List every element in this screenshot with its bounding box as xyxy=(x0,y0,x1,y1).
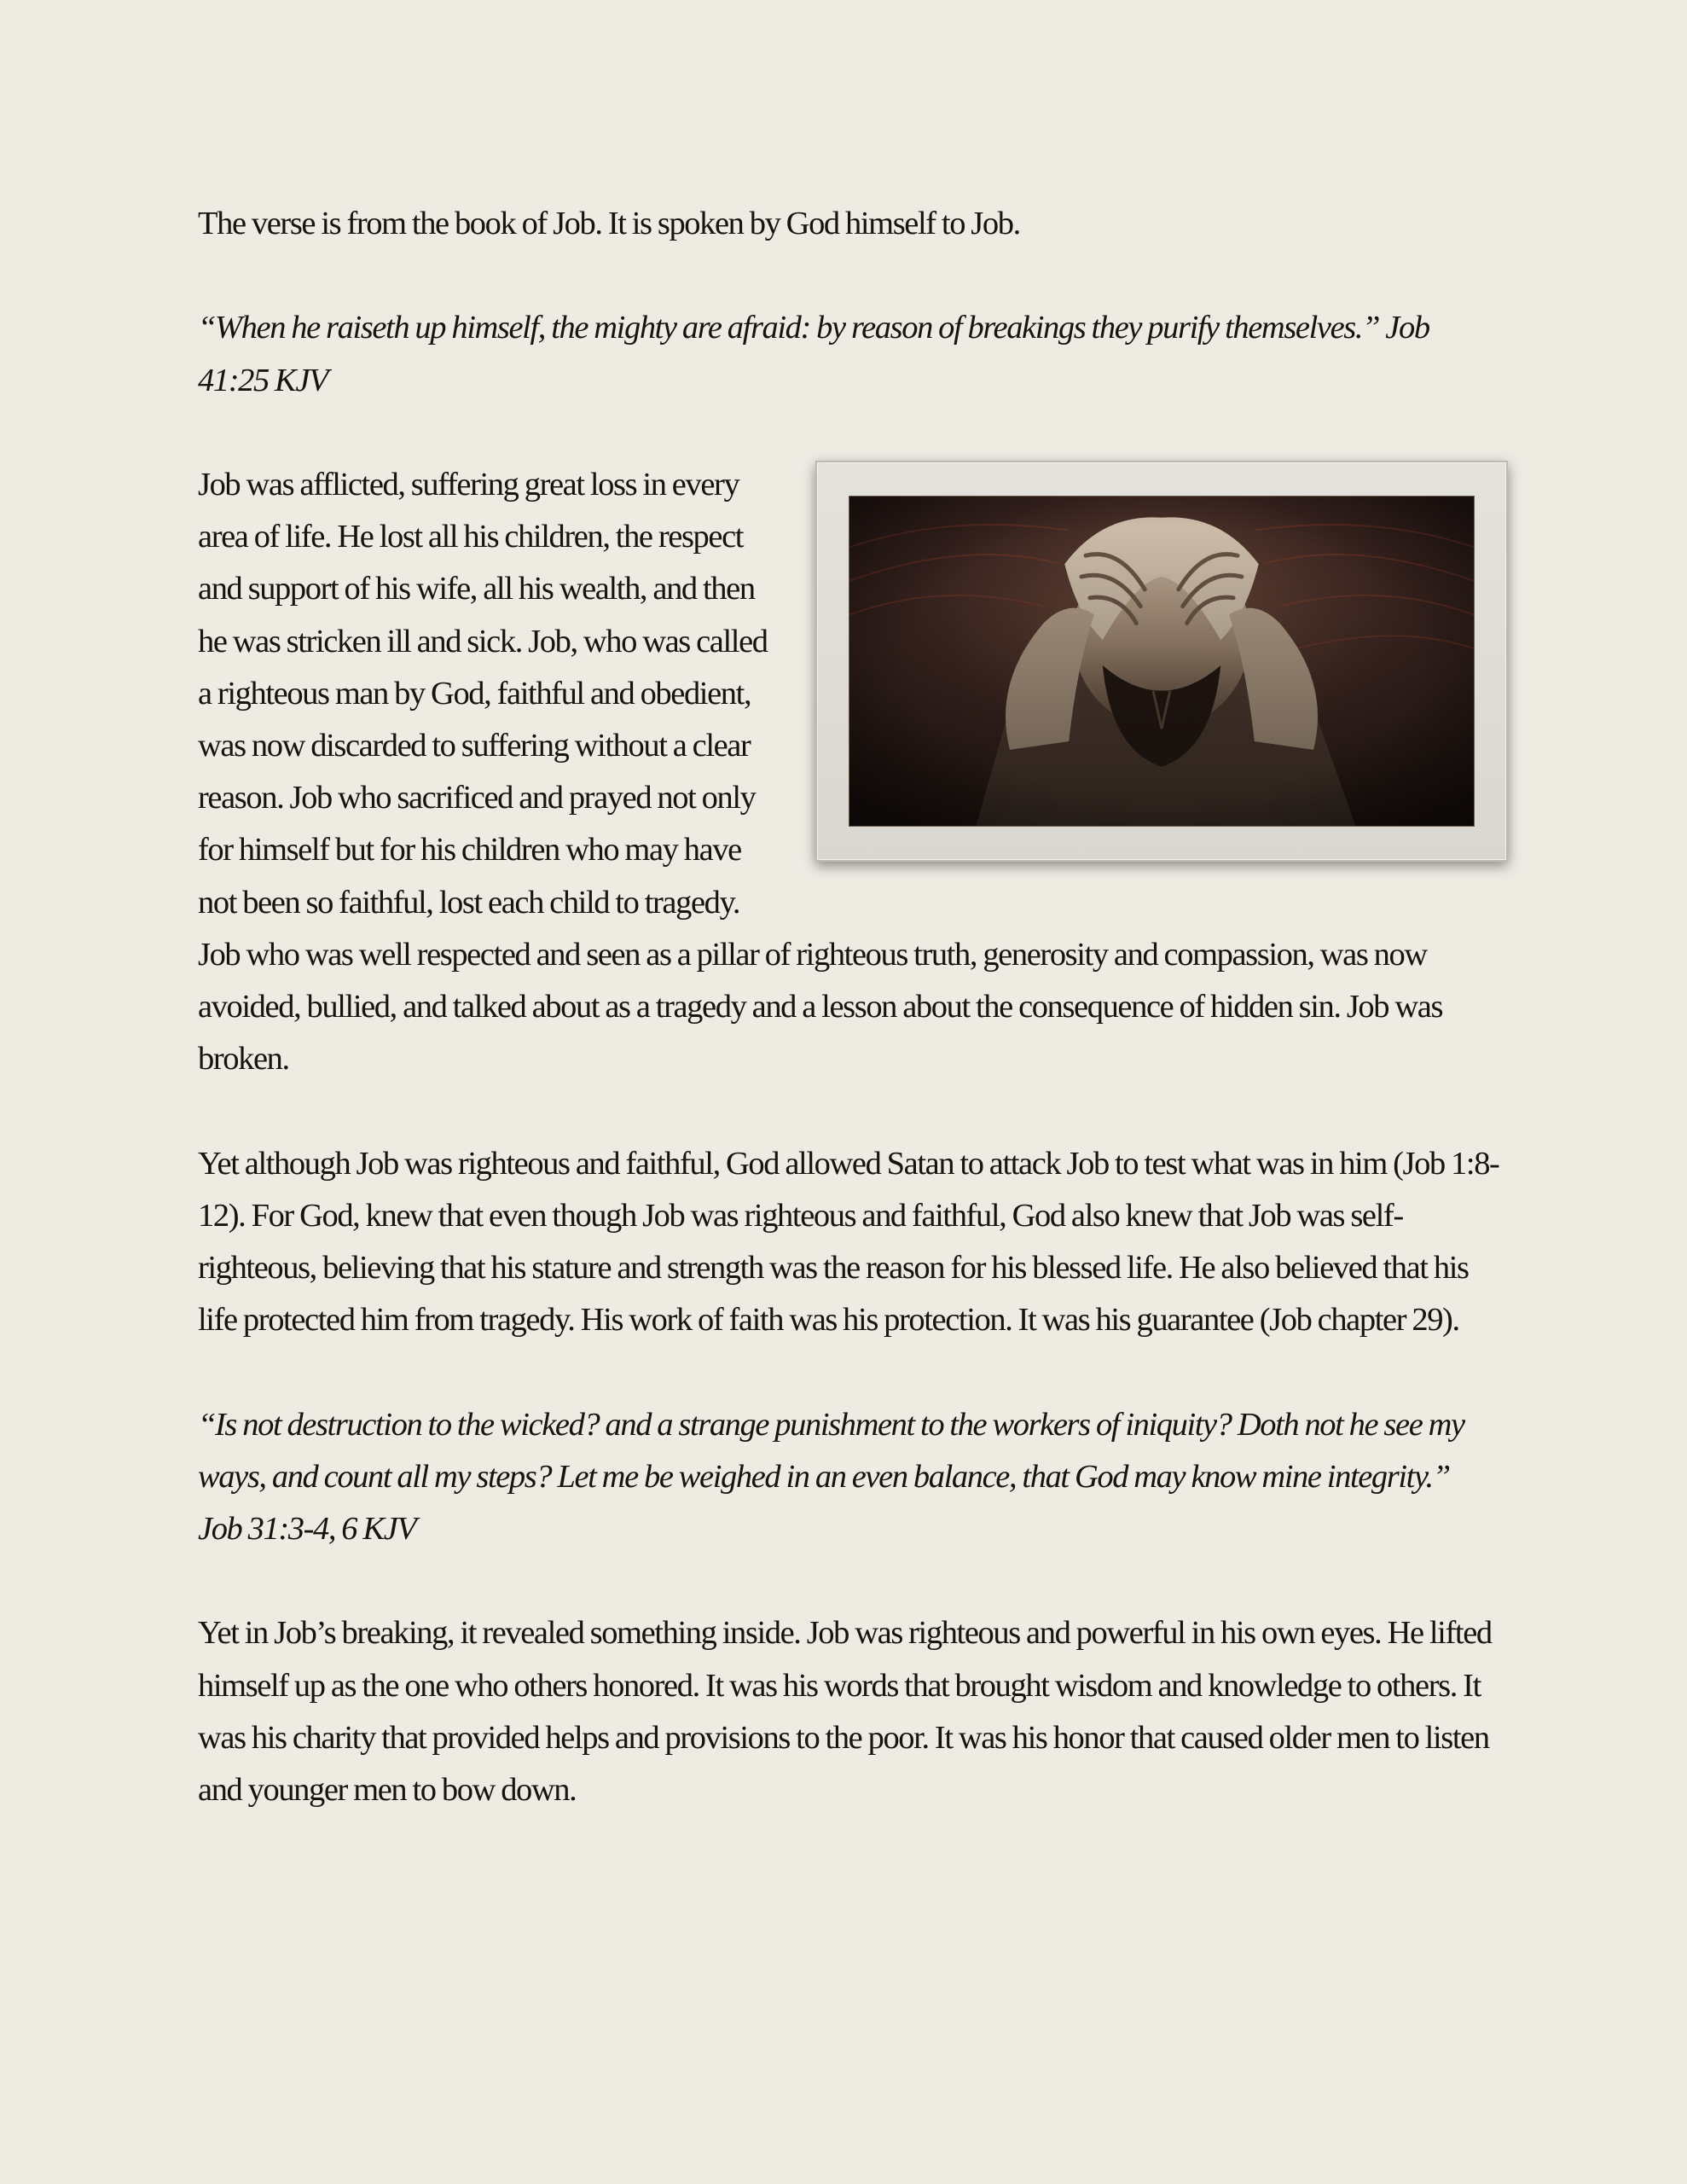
verse-quote-2 xyxy=(198,1399,1499,1556)
intro-paragraph: The verse is from the book of Job. It is spoken by God himself to Job. xyxy=(198,206,1020,241)
testing-paragraph: Yet although Job was righteous and faithful, God allowed Satan to attack Job to test what was in him (Job 1:8-12). For God, knew that even though Job was righteous and faithful, God also knew that Job was self-righteous, believing that his stature and strength was the reason for his blessed life. He also believed that his life protected him from tragedy. His work of faith was his protection. It was his guarantee (Job chapter 29). xyxy=(198,1145,1499,1339)
affliction-paragraph: Job was afflicted, suffering great loss in every area of life. He lost all his children, the respect and support of his wife, all his wealth, and then he was stricken ill and sick. Job, who was called a righteous man by God, faithful and obedient, was now discarded to suffering without a clear reason. Job who sacrificed and prayed not only for himself but for his children who may have not been so faithful, lost each child to tragedy. Job who was well respected and seen as a pillar of righteous truth, generosity and compassion, was now avoided, bullied, and talked about as a tragedy and a lesson about the consequence of hidden sin. Job was broken. xyxy=(198,466,1443,1077)
verse-quote-2-reference: Job 31:3-4, 6 KJV xyxy=(198,1511,416,1548)
breaking-paragraph: Yet in Job’s breaking, it revealed something inside. Job was righteous and powerful in his own eyes. He lifted himself up as the one who others honored. It was his words that brought wisdom and knowledge to others. It was his charity that provided helps and provisions to the poor. It was his honor that caused older men to listen and younger men to bow down. xyxy=(198,1615,1492,1809)
illustration-svg xyxy=(849,497,1474,826)
framed-illustration xyxy=(815,461,1508,862)
verse-quote-2-text: “Is not destruction to the wicked? and a strange punishment to the workers of iniquity? Doth not he see my ways, and count all my steps? Let me be weighed in an even balance, that God may know mine integrity.” xyxy=(198,1406,1464,1495)
verse-quote-1: “When he raiseth up himself, the mighty are afraid: by reason of breakings they purify themselves.” Job 41:25 KJV xyxy=(198,310,1429,398)
head-in-hands-illustration xyxy=(849,496,1475,827)
